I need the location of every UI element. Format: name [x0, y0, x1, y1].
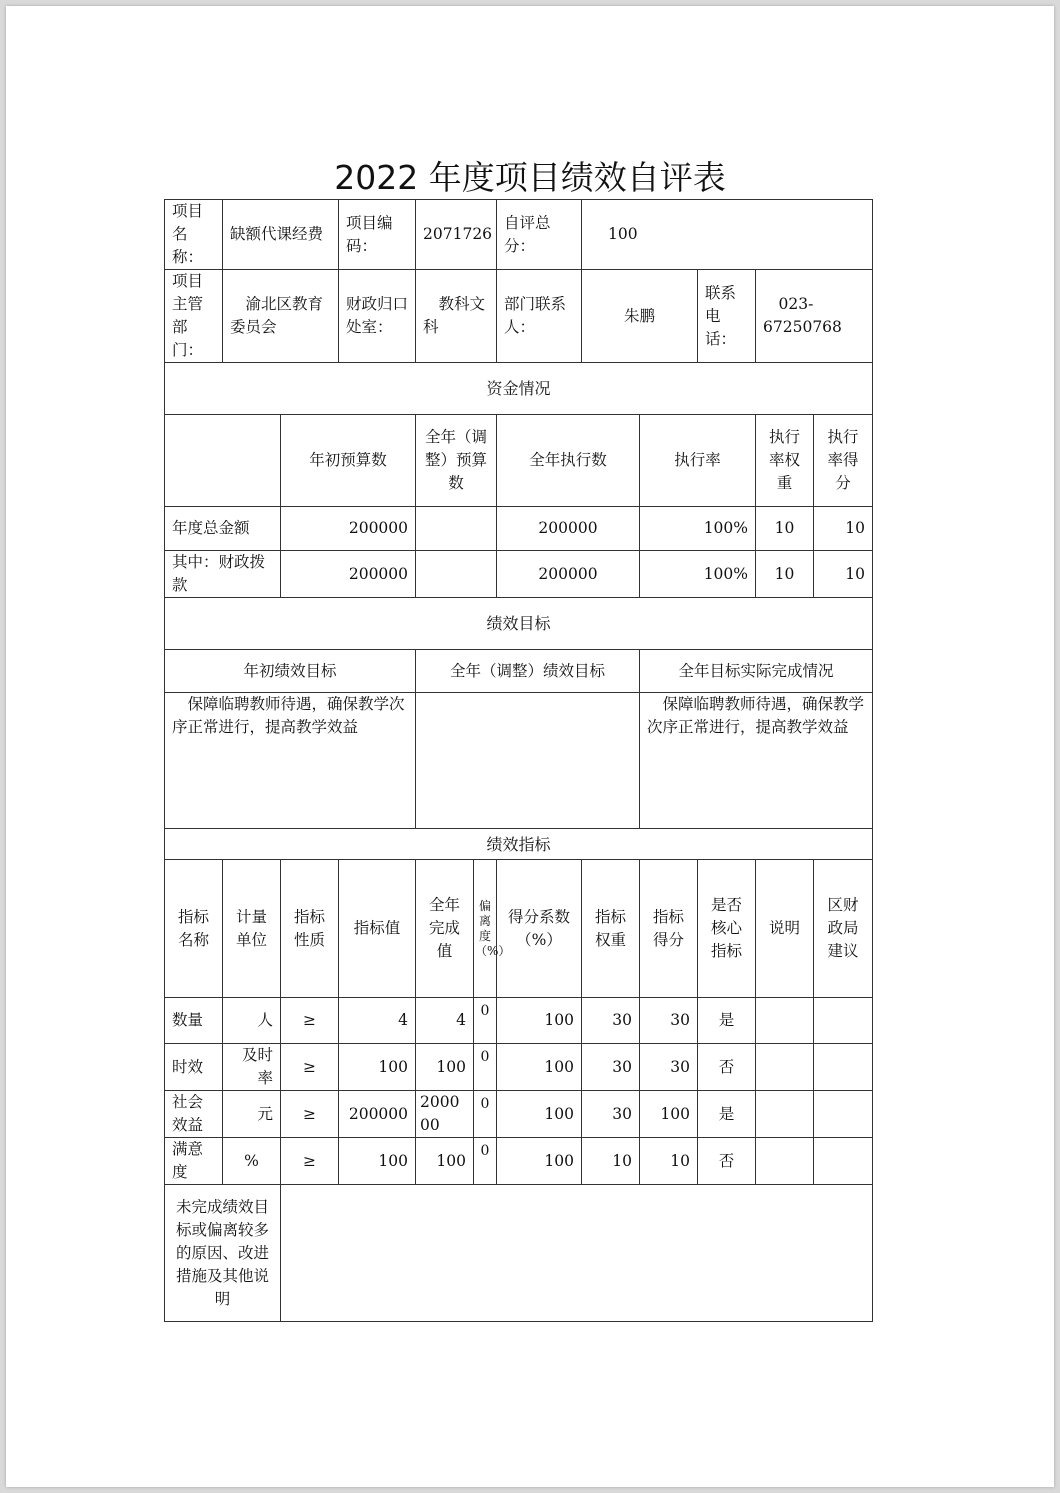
- ind-done: 200000: [416, 1091, 474, 1138]
- ind-deviation: 0: [474, 1138, 497, 1185]
- table-row: [165, 1091, 873, 1138]
- contact-label: 部门联系人：: [497, 270, 582, 363]
- table-row: [165, 1138, 873, 1185]
- project-code-label: 项目编码：: [339, 200, 416, 270]
- ind-unit: 人: [223, 998, 281, 1044]
- ind-score: 30: [640, 998, 698, 1044]
- table-row: [165, 551, 873, 598]
- ind-nature: ≥: [281, 1091, 339, 1138]
- ind-name: 社会效益: [165, 1091, 223, 1138]
- ind-value: 4: [339, 998, 416, 1044]
- ind-score: 10: [640, 1138, 698, 1185]
- funds-row-adjusted: [416, 551, 497, 598]
- ind-header-core: 是否核心指标: [698, 860, 756, 998]
- remark-text: [281, 1185, 873, 1322]
- document-page: [6, 6, 1054, 1487]
- ind-note: [756, 998, 814, 1044]
- funds-row-rate: 100%: [640, 507, 756, 551]
- ind-header-score: 指标得分: [640, 860, 698, 998]
- ind-unit: 元: [223, 1091, 281, 1138]
- ind-advice: [814, 1044, 873, 1091]
- ind-done: 100: [416, 1044, 474, 1091]
- funds-header-score: 执行率得分: [814, 415, 873, 507]
- ind-done: 100: [416, 1138, 474, 1185]
- goals-header-adjusted: 全年（调整）绩效目标: [416, 650, 640, 693]
- ind-weight: 30: [582, 1044, 640, 1091]
- project-name-label: 项目名称：: [165, 200, 223, 270]
- ind-weight: 30: [582, 1091, 640, 1138]
- funds-row-label: 年度总金额: [165, 507, 281, 551]
- ind-header-coef: 得分系数（%）: [497, 860, 582, 998]
- funds-header-initial: 年初预算数: [281, 415, 416, 507]
- self-score: 100: [582, 200, 873, 270]
- ind-unit: %: [223, 1138, 281, 1185]
- funds-row-rate: 100%: [640, 551, 756, 598]
- ind-header-done: 全年完成值: [416, 860, 474, 998]
- ind-note: [756, 1044, 814, 1091]
- funds-header-adjusted: 全年（调整）预算数: [416, 415, 497, 507]
- ind-coef: 100: [497, 998, 582, 1044]
- goal-adjusted-text: [416, 693, 640, 829]
- funds-header-executed: 全年执行数: [497, 415, 640, 507]
- goals-header-initial: 年初绩效目标: [165, 650, 416, 693]
- funds-row-initial: 200000: [281, 551, 416, 598]
- page-title: 2022 年度项目绩效自评表: [334, 158, 726, 197]
- ind-header-weight: 指标权重: [582, 860, 640, 998]
- self-evaluation-table: [164, 199, 873, 1322]
- ind-header-name: 指标名称: [165, 860, 223, 998]
- funds-header-blank: [165, 415, 281, 507]
- finance-office-label: 财政归口处室：: [339, 270, 416, 363]
- table-row: [165, 998, 873, 1044]
- funds-row-executed: 200000: [497, 551, 640, 598]
- ind-header-unit: 计量单位: [223, 860, 281, 998]
- ind-value: 100: [339, 1044, 416, 1091]
- phone: 023-67250768: [756, 270, 873, 363]
- project-code: 2071726: [416, 200, 497, 270]
- ind-unit: 及时率: [223, 1044, 281, 1091]
- funds-row-score: 10: [814, 551, 873, 598]
- ind-value: 200000: [339, 1091, 416, 1138]
- ind-deviation: 0: [474, 1091, 497, 1138]
- funds-row-adjusted: [416, 507, 497, 551]
- ind-advice: [814, 998, 873, 1044]
- ind-score: 100: [640, 1091, 698, 1138]
- ind-value: 100: [339, 1138, 416, 1185]
- ind-coef: 100: [497, 1138, 582, 1185]
- ind-header-deviation: 偏离度（%）: [474, 860, 497, 998]
- ind-deviation: 0: [474, 1044, 497, 1091]
- goals-section-title: 绩效目标: [165, 598, 873, 650]
- funds-row-score: 10: [814, 507, 873, 551]
- ind-header-note: 说明: [756, 860, 814, 998]
- ind-note: [756, 1138, 814, 1185]
- ind-name: 时效: [165, 1044, 223, 1091]
- ind-advice: [814, 1091, 873, 1138]
- funds-row-weight: 10: [756, 551, 814, 598]
- ind-note: [756, 1091, 814, 1138]
- goal-actual-text: 保障临聘教师待遇，确保教学次序正常进行，提高教学效益: [640, 693, 873, 829]
- ind-header-nature: 指标性质: [281, 860, 339, 998]
- contact: 朱鹏: [582, 270, 698, 363]
- goal-initial-text: 保障临聘教师待遇，确保教学次序正常进行，提高教学效益: [165, 693, 416, 829]
- funds-row-initial: 200000: [281, 507, 416, 551]
- ind-done: 4: [416, 998, 474, 1044]
- ind-core: 是: [698, 998, 756, 1044]
- ind-nature: ≥: [281, 1044, 339, 1091]
- ind-header-value: 指标值: [339, 860, 416, 998]
- ind-core: 否: [698, 1044, 756, 1091]
- funds-row-executed: 200000: [497, 507, 640, 551]
- ind-advice: [814, 1138, 873, 1185]
- ind-header-advice: 区财政局建议: [814, 860, 873, 998]
- table-row: [165, 507, 873, 551]
- funds-row-weight: 10: [756, 507, 814, 551]
- funds-header-weight: 执行率权重: [756, 415, 814, 507]
- dept: 渝北区教育委员会: [223, 270, 339, 363]
- self-score-label: 自评总分：: [497, 200, 582, 270]
- ind-coef: 100: [497, 1044, 582, 1091]
- dept-label: 项目主管部门：: [165, 270, 223, 363]
- remark-label: 未完成绩效目标或偏离较多的原因、改进措施及其他说明: [165, 1185, 281, 1322]
- ind-score: 30: [640, 1044, 698, 1091]
- ind-name: 数量: [165, 998, 223, 1044]
- project-name: 缺额代课经费: [223, 200, 339, 270]
- ind-name: 满意度: [165, 1138, 223, 1185]
- ind-nature: ≥: [281, 1138, 339, 1185]
- ind-core: 是: [698, 1091, 756, 1138]
- table-row: [165, 1044, 873, 1091]
- indicators-section-title: 绩效指标: [165, 829, 873, 860]
- ind-weight: 30: [582, 998, 640, 1044]
- ind-core: 否: [698, 1138, 756, 1185]
- ind-coef: 100: [497, 1091, 582, 1138]
- finance-office: 教科文科: [416, 270, 497, 363]
- phone-label: 联系电话：: [698, 270, 756, 363]
- funds-section-title: 资金情况: [165, 363, 873, 415]
- ind-weight: 10: [582, 1138, 640, 1185]
- funds-header-rate: 执行率: [640, 415, 756, 507]
- funds-row-label: 其中：财政拨款: [165, 551, 281, 598]
- goals-header-actual: 全年目标实际完成情况: [640, 650, 873, 693]
- ind-deviation: 0: [474, 998, 497, 1044]
- ind-nature: ≥: [281, 998, 339, 1044]
